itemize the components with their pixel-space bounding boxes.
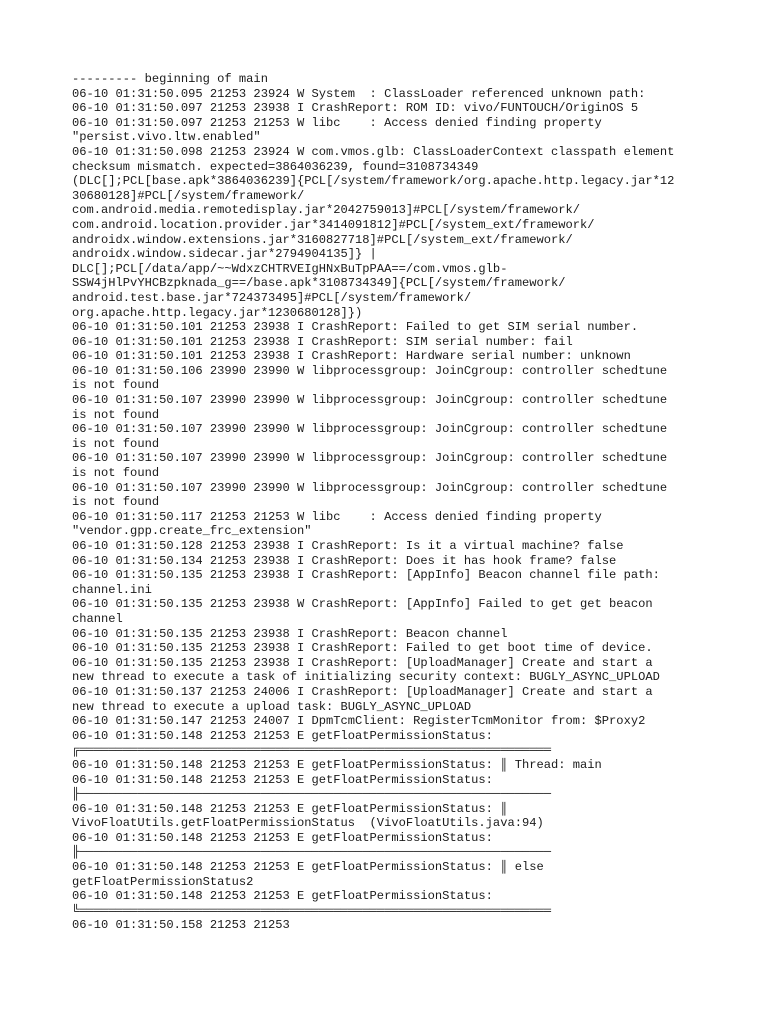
log-line: android.test.base.jar*724373495]#PCL[/system/framework/ [72,290,472,305]
log-line: 06-10 01:31:50.147 21253 24007 I DpmTcmClient: RegisterTcmMonitor from: $Proxy2 [72,714,646,729]
log-line: 30680128]#PCL[/system/framework/ [72,188,305,203]
log-line: new thread to execute a upload task: BUGLY_ASYNC_UPLOAD [72,699,472,714]
log-line: 06-10 01:31:50.148 21253 21253 E getFloatPermissionStatus: ║ Thread: main [72,757,602,772]
log-line: 06-10 01:31:50.135 21253 23938 I CrashReport: [UploadManager] Create and start a [72,655,653,670]
log-line: "persist.vivo.ltw.enabled" [72,130,261,145]
log-line: 06-10 01:31:50.148 21253 21253 E getFloatPermissionStatus: ║ else [72,860,544,875]
log-line: 06-10 01:31:50.134 21253 23938 I CrashReport: Does it has hook frame? false [72,553,617,568]
log-line: 06-10 01:31:50.135 21253 23938 I CrashReport: Beacon channel [72,626,508,641]
log-line: DLC[];PCL[/data/app/~~WdxzCHTRVEIgHNxBuTpPAA==/com.vmos.glb- [72,261,508,276]
log-line: 06-10 01:31:50.158 21253 21253 [72,918,290,933]
log-line: 06-10 01:31:50.095 21253 23924 W System : ClassLoader referenced unknown path: [72,86,646,101]
log-line: getFloatPermissionStatus2 [72,874,254,889]
log-line: is not found [72,407,160,422]
log-line: 06-10 01:31:50.128 21253 23938 I CrashReport: Is it a virtual machine? false [72,539,624,553]
log-line: channel.ini [72,582,152,597]
log-line: 06-10 01:31:50.097 21253 23938 I CrashReport: ROM ID: vivo/FUNTOUCH/OriginOS 5 [72,101,639,116]
log-line: 06-10 01:31:50.148 21253 21253 E getFloatPermissionStatus: [72,772,493,787]
log-line: ╟───────────────────────────────────────────────────────────────── [72,787,551,802]
log-line: checksum mismatch. expected=3864036239, found=3108734349 [72,159,479,174]
log-line: 06-10 01:31:50.137 21253 24006 I CrashReport: [UploadManager] Create and start a [72,684,653,699]
log-line: 06-10 01:31:50.148 21253 21253 E getFloatPermissionStatus: [72,889,493,904]
log-line: 06-10 01:31:50.107 23990 23990 W libprocessgroup: JoinCgroup: controller schedtune [72,451,668,466]
log-line: 06-10 01:31:50.135 21253 23938 I CrashReport: Failed to get boot time of device. [72,641,653,656]
log-line: is not found [72,495,160,510]
log-line: org.apache.http.legacy.jar*1230680128]}) [72,305,363,320]
log-line: 06-10 01:31:50.097 21253 21253 W libc : Access denied finding property [72,115,602,130]
log-line: 06-10 01:31:50.107 23990 23990 W libprocessgroup: JoinCgroup: controller schedtune [72,422,668,437]
log-line: SSW4jHlPvYHCBzpknada_g==/base.apk*3108734349]{PCL[/system/framework/ [72,276,566,291]
log-body [72,72,732,933]
log-line: new thread to execute a task of initializing security context: BUGLY_ASYNC_UPLOAD [72,670,660,685]
log-line: androidx.window.extensions.jar*3160827718]#PCL[/system_ext/framework/ [72,232,573,247]
log-line: 06-10 01:31:50.101 21253 23938 I CrashReport: Failed to get SIM serial number. [72,320,639,335]
log-line: is not found [72,378,160,393]
log-line: androidx.window.sidecar.jar*2794904135]} | [72,247,377,262]
log-line: 06-10 01:31:50.148 21253 21253 E getFloatPermissionStatus: [72,728,493,743]
log-line: com.android.media.remotedisplay.jar*2042759013]#PCL[/system/framework/ [72,203,581,218]
log-line: ╚═════════════════════════════════════════════════════════════════ [72,903,551,918]
log-line: 06-10 01:31:50.148 21253 21253 E getFloatPermissionStatus: [72,830,493,845]
log-line: 06-10 01:31:50.098 21253 23924 W com.vmos.glb: ClassLoaderContext classpath element [72,144,675,159]
log-line: 06-10 01:31:50.135 21253 23938 I CrashReport: [AppInfo] Beacon channel file path: [72,568,660,583]
log-line: --------- beginning of main [72,72,268,86]
log-line: is not found [72,436,160,451]
log-line: (DLC[];PCL[base.apk*3864036239]{PCL[/system/framework/org.apache.http.legacy.jar*12 [72,174,675,189]
log-line: 06-10 01:31:50.107 23990 23990 W libprocessgroup: JoinCgroup: controller schedtune [72,393,668,408]
log-line: 06-10 01:31:50.106 23990 23990 W libprocessgroup: JoinCgroup: controller schedtune [72,363,668,378]
log-line: com.android.location.provider.jar*3414091812]#PCL[/system_ext/framework/ [72,217,595,232]
log-line: 06-10 01:31:50.148 21253 21253 E getFloatPermissionStatus: ║ [72,801,508,816]
log-document [72,72,732,933]
log-line: is not found [72,466,160,481]
log-line: VivoFloatUtils.getFloatPermissionStatus (VivoFloatUtils.java:94) [72,816,544,831]
log-line: channel [72,611,123,626]
log-line: 06-10 01:31:50.117 21253 21253 W libc : Access denied finding property [72,509,602,524]
log-line: "vendor.gpp.create_frc_extension" [72,524,312,539]
log-line: 06-10 01:31:50.101 21253 23938 I CrashReport: SIM serial number: fail [72,334,573,349]
log-line: 06-10 01:31:50.107 23990 23990 W libprocessgroup: JoinCgroup: controller schedtune [72,480,668,495]
log-line: ╟───────────────────────────────────────────────────────────────── [72,845,551,860]
log-line: ╔═════════════════════════════════════════════════════════════════ [72,743,551,758]
log-line: 06-10 01:31:50.101 21253 23938 I CrashReport: Hardware serial number: unknown [72,349,631,364]
log-line: 06-10 01:31:50.135 21253 23938 W CrashReport: [AppInfo] Failed to get get beacon [72,597,653,612]
